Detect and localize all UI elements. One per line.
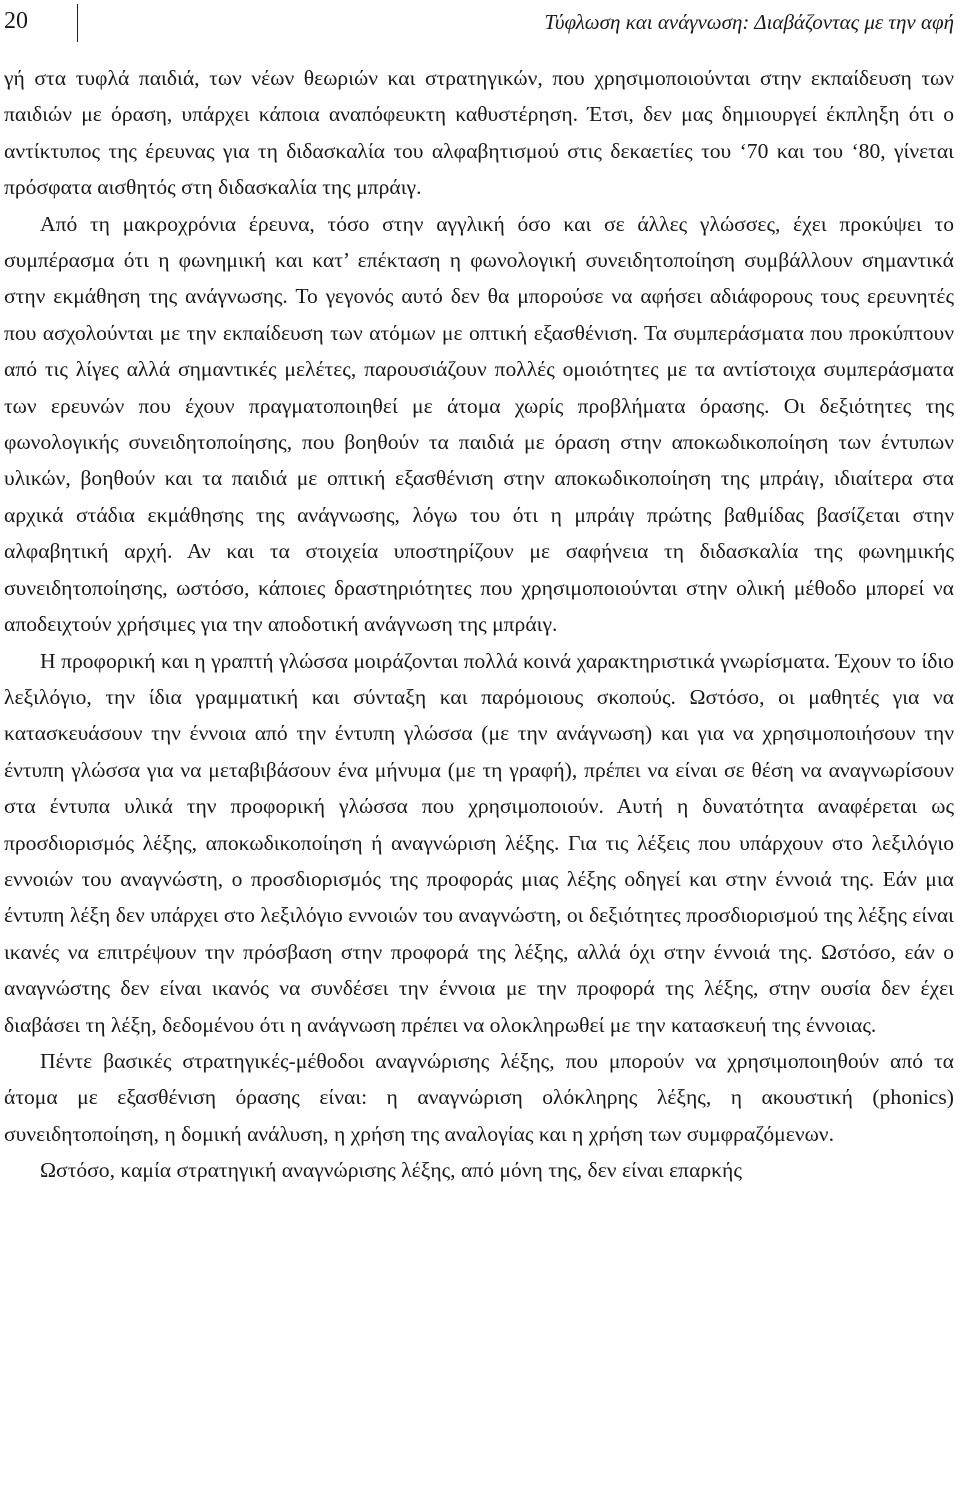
page-number: 20 (4, 8, 28, 34)
header-divider (77, 4, 78, 42)
paragraph-continued: γή στα τυφλά παιδιά, των νέων θεωριών και στρατηγικών, που χρησιμοποιούνται στην εκπαίδευση των παιδιών με όραση, υπάρχει κάποια αναπόφευκτη καθυστέρηση. Έτσι, δεν μας δημιουργεί έκπληξη ότι ο αντίκτυπος της έρευνας για τη διδασκαλία του αλφαβητισμού στις δεκαετίες του ‘70 και του ‘80, γίνεται πρόσφατα αισθητός στη διδασκαλία της μπράιγ. (4, 66, 954, 200)
paragraph: Ωστόσο, καμία στρατηγική αναγνώρισης λέξης, από μόνη της, δεν είναι επαρκής (40, 1158, 742, 1183)
page-header (0, 0, 960, 44)
paragraph: Η προφορική και η γραπτή γλώσσα μοιράζονται πολλά κοινά χαρακτηριστικά γνωρίσματα. Έχουν το ίδιο λεξιλόγιο, την ίδια γραμματική και σύνταξη και παρόμοιους σκοπούς. Ωστόσο, οι μαθητές για να κατασκευάσουν την έννοια από την έντυπη γλώσσα (με την ανάγνωση) και για να χρησιμοποιήσουν την έντυπη γλώσσα για να μεταβιβάσουν ένα μήνυμα (με τη γραφή), πρέπει να είναι σε θέση να αναγνωρίσουν στα έντυπα υλικά την προφορική γλώσσα που χρησιμοποιούν. Αυτή η δυνατότητα αναφέρεται ως προσδιορισμός λέξης, αποκωδικοποίηση ή αναγνώριση λέξης. Για τις λέξεις που υπάρχουν στο λεξιλόγιο εννοιών του αναγνώστη, ο προσδιορισμός της προφοράς μιας λέξης οδηγεί και στην έννοιά της. Εάν μια έντυπη λέξη δεν υπάρχει στο λεξιλόγιο εννοιών του αναγνώστη, οι δεξιότητες προσδιορισμού της λέξης είναι ικανές να επιτρέψουν την πρόσβαση στην προφορά της λέξης, αλλά όχι στην έννοιά της. Ωστόσο, εάν ο αναγνώστης δεν είναι ικανός να συνδέσει την έννοια με την προφορά της λέξης, στην ουσία δεν έχει διαβάσει τη λέξη, δεδομένου ότι η ανάγνωση πρέπει να ολοκληρωθεί με την κατασκευή της έννοιας. (4, 648, 954, 1037)
paragraph: Από τη μακροχρόνια έρευνα, τόσο στην αγγλική όσο και σε άλλες γλώσσες, έχει προκύψει το συμπέρασμα ότι η φωνημική και κατ’ επέκταση η φωνολογική συνειδητοποίηση συμβάλλουν σημαντικά στην εκμάθηση της ανάγνωσης. Το γεγονός αυτό δεν θα μπορούσε να αφήσει αδιάφορους τους ερευνητές που ασχολούνται με την εκπαίδευση των ατόμων με οπτική εξασθένιση. Τα συμπεράσματα που προκύπτουν από τις λίγες αλλά σημαντικές μελέτες, παρουσιάζουν πολλές ομοιότητες με τα αντίστοιχα συμπεράσματα των ερευνών που έχουν πραγματοποιηθεί με άτομα χωρίς προβλήματα όρασης. Οι δεξιότητες της φωνολογικής συνειδητοποίησης, που βοηθούν τα παιδιά με όραση στην αποκωδικοποίηση των έντυπων υλικών, βοηθούν και τα παιδιά με οπτική εξασθένιση στην αποκωδικοποίηση της μπράιγ, ιδιαίτερα στα αρχικά στάδια εκμάθησης της ανάγνωσης, λόγω του ότι η μπράιγ πρώτης βαθμίδας βασίζεται στην αλφαβητική αρχή. Αν και τα στοιχεία υποστηρίζουν με σαφήνεια τη διδασκαλία της φωνημικής συνειδητοποίησης, ωστόσο, κάποιες δραστηριότητες που χρησιμοποιούνται στην ολική μέθοδο μπορεί να αποδειχτούν χρήσιμες για την αποδοτική ανάγνωση της μπράιγ. (4, 211, 954, 637)
running-title: Τύφλωση και ανάγνωση: Διαβάζοντας με την αφή (544, 10, 954, 34)
body-text (4, 60, 954, 1189)
paragraph: Πέντε βασικές στρατηγικές-μέθοδοι αναγνώρισης λέξης, που μπορούν να χρησιμοποιηθούν από τα άτομα με εξασθένιση όρασης είναι: η αναγνώριση ολόκληρης λέξης, η ακουστική (phonics) συνειδητοποίηση, η δομική ανάλυση, η χρήση της αναλογίας και η χρήση των συμφραζόμενων. (4, 1048, 954, 1146)
